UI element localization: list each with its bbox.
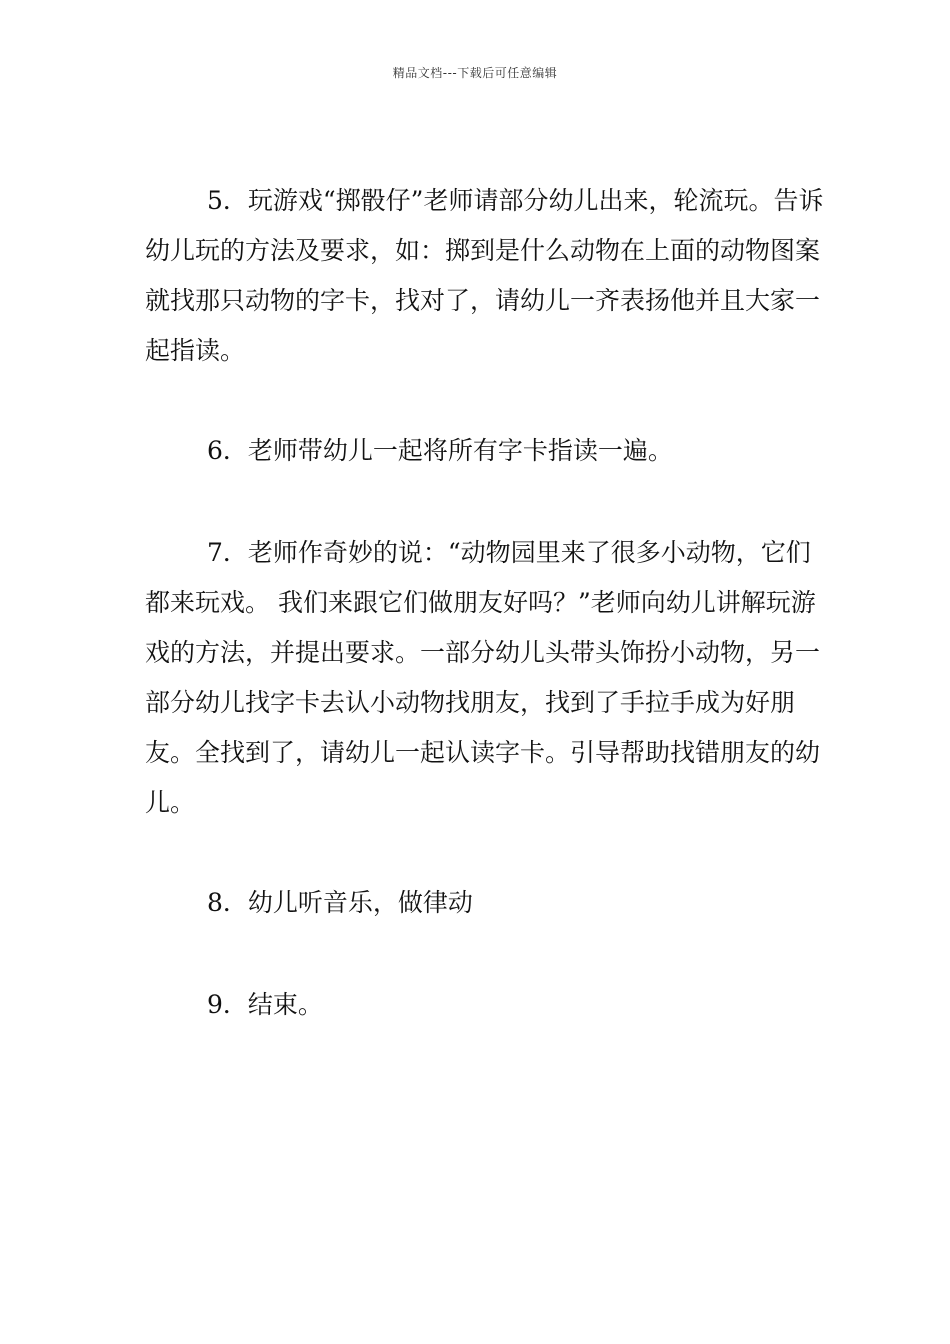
document-body <box>145 176 825 1030</box>
paragraph-step-7: 7．老师作奇妙的说：“动物园里来了很多小动物，它们都来玩戏。 我们来跟它们做朋友好吗？”老师向幼儿讲解玩游戏的方法，并提出要求。一部分幼儿头带头饰扮小动物，另一部分幼儿找字卡去认小动物找朋友，找到了手拉手成为好朋友。全找到了，请幼儿一起认读字卡。引导帮助找错朋友的幼儿。 <box>145 538 821 817</box>
paragraph-step-5: 5．玩游戏“掷骰仔”老师请部分幼儿出来，轮流玩。告诉幼儿玩的方法及要求，如：掷到是什么动物在上面的动物图案就找那只动物的字卡，找对了，请幼儿一齐表扬他并且大家一起指读。 <box>145 186 824 365</box>
paragraph-spacer <box>145 376 825 426</box>
paragraph-spacer <box>145 476 825 528</box>
page-header: 精品文档---下载后可任意编辑 <box>392 66 558 80</box>
paragraph-step-6: 6．老师带幼儿一起将所有字卡指读一遍。 <box>207 436 673 465</box>
paragraph-spacer <box>145 928 825 980</box>
paragraph-step-9: 9．结束。 <box>207 990 323 1019</box>
paragraph-spacer <box>145 828 825 878</box>
paragraph-step-8: 8．幼儿听音乐，做律动 <box>207 888 473 917</box>
